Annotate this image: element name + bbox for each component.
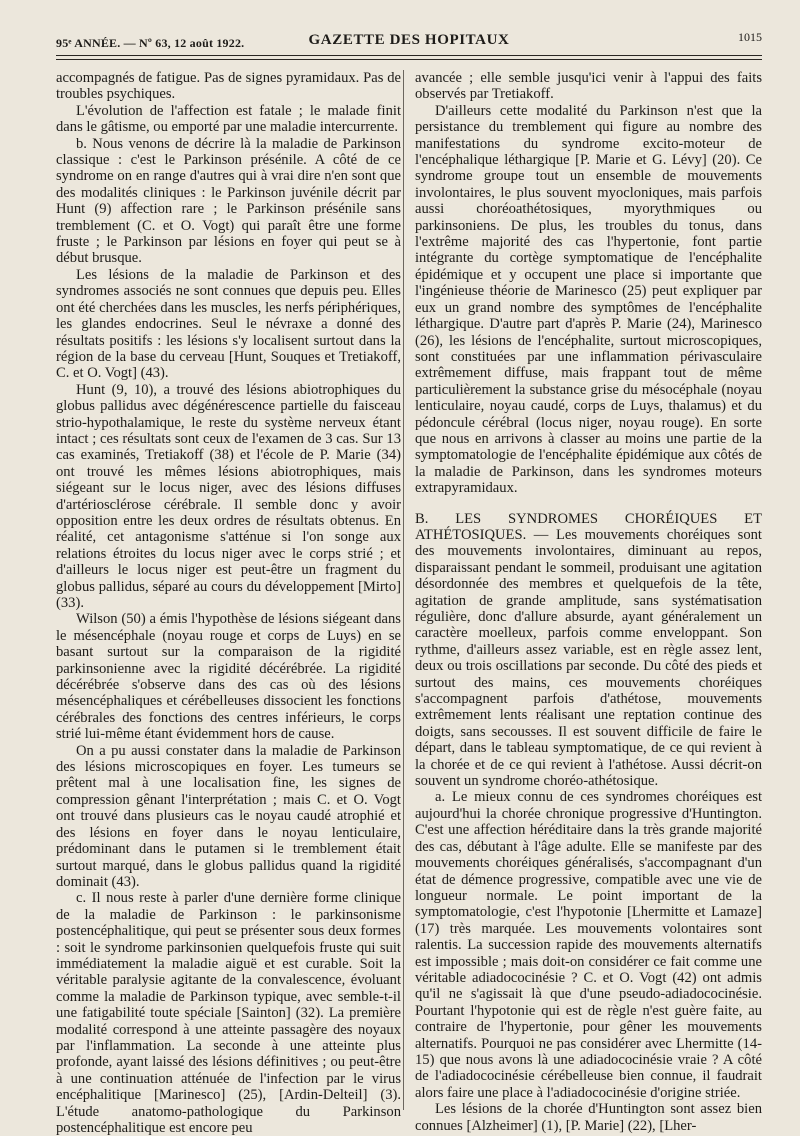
left-column bbox=[56, 70, 401, 1136]
paragraph: On a pu aussi constater dans la maladie de Parkinson des lésions microscopiques en foyer. Les tumeurs se prêtent mal à une localisation fine, les signes de compression gênant l'interprétation ; mais C. et O. Vogt ont trouvé dans plusieurs cas le noyau caudé atrophié et des lésions en foyer dans le noyau lenticulaire, prédominant dans le putamen si le tremblement était surtout marqué, dans le globus pallidus quand la rigidité dominait (43). bbox=[56, 742, 401, 890]
column-divider bbox=[403, 70, 404, 1110]
header-rule-top bbox=[56, 55, 762, 56]
paragraph: Les lésions de la chorée d'Huntington sont assez bien connues [Alzheimer] (1), [P. Marie] (22), [Lher- bbox=[415, 1101, 762, 1134]
paragraph: L'évolution de l'affection est fatale ; le malade finit dans le gâtisme, ou emporté par une maladie intercurrente. bbox=[56, 102, 401, 136]
page-number: 1015 bbox=[738, 30, 762, 44]
header-rule-bottom bbox=[56, 59, 762, 60]
section-paragraph: B. LES SYNDROMES CHORÉIQUES ET ATHÉTOSIQUES. — Les mouvements choréiques sont des mouvements involontaires, diminuant au repos, disparaissant pendant le sommeil, produisant une agitation désordonnée des membres et quelquefois de la tête, agitation de grande amplitude, sans systématisation régulière, donc d'allure absurde, ayant généralement un caractère moelleux, parfois comme enveloppant. Son rythme, d'ailleurs assez variable, est en règle assez lent, deux ou trois oscillations par seconde. Du côté des pieds et surtout des mains, ces mouvements choréiques s'accompagnent parfois d'athétose, mouvements extrêmement lents réalisant une reptation continue des doigts, sans secousses. Il est souvent difficile de faire le départ, dans le tableau symptomatique, de ce qui revient à la chorée et de ce qui revient à l'athétose. Aussi décrit-on souvent un syndrome choréo-athétosique. bbox=[415, 510, 762, 790]
paragraph: Les lésions de la maladie de Parkinson et des syndromes associés ne sont connues que depuis peu. Elles ont été cherchées dans les muscles, les nerfs périphériques, les glandes endocrines. Seul le névraxe a donné des résultats positifs : les lésions s'y localisent surtout dans la région de la base du cerveau [Hunt, Souques et Tretiakoff, C. et O. Vogt] (43). bbox=[56, 266, 401, 382]
page-header bbox=[56, 28, 762, 54]
journal-title: GAZETTE DES HOPITAUX bbox=[308, 32, 510, 48]
paragraph: Wilson (50) a émis l'hypothèse de lésions siégeant dans le mésencéphale (noyau rouge et corps de Luys) en se basant surtout sur la comparaison de la rigidité parkinsonienne avec la rigidité décérébrée. La rigidité décérébrée s'observe dans des cas où des lésions mésencéphaliques et cérébelleuses dissocient les fonctions cérébrales des fonctions des centres inférieurs, le corps strié lui-même étant évidemment hors de cause. bbox=[56, 611, 401, 743]
issue-line: 95ᵉ ANNÉE. — Nº 63, 12 août 1922. bbox=[56, 36, 245, 50]
right-column bbox=[415, 70, 762, 1134]
paragraph: Hunt (9, 10), a trouvé des lésions abiotrophiques du globus pallidus avec dégénérescence partielle du faisceau strio-hypothalamique, le reste du système nerveux étant intact ; ces résultats sont ceux de l'examen de 3 cas. Sur 13 cas examinés, Tretiakoff (38) et l'école de P. Marie (34) ont trouvé les mêmes lésions abiotrophiques, mais siégeant sur le locus niger, avec des lésions diffuses d'artériosclérose cérébrale. Il semble donc y avoir opposition entre les deux ordres de résultats obtenus. En réalité, cet antagonisme s'atténue si l'on songe aux relations étroites du locus niger avec le corps strié ; et d'ailleurs le locus niger est peut-être un fragment du globus pallidus, séparé au cours du développement [Mirto] (33). bbox=[56, 381, 401, 611]
paragraph: b. Nous venons de décrire là la maladie de Parkinson classique : c'est le Parkinson présénile. A côté de ce syndrome on en range d'autres qui à vrai dire n'en sont que des modalités cliniques : le Parkinson juvénile décrit par Hunt (9) affection rare ; le Parkinson présénile sans tremblement (C. et O. Vogt) qui paraît être une forme fruste ; le Parkinson par lésions en foyer qui peut se à début brusque. bbox=[56, 135, 401, 267]
paragraph: a. Le mieux connu de ces syndromes choréiques est aujourd'hui la chorée chronique progressive d'Huntington. C'est une affection héréditaire dans la très grande majorité des cas, débutant à l'âge adulte. Elle se manifeste par des mouvements choréiques généralisés, s'accompagnant d'un état de démence progressive, compatible avec une vie de longueur normale. Le point important de la symptomatologie, c'est l'hypotonie [Lhermitte et Lamaze] (17) très marquée. Les mouvements volontaires sont ralentis. La succession rapide des mouvements alternatifs est impossible ; mais doit-on considérer ce fait comme une véritable adiadococinésie ? C. et O. Vogt (42) ont admis qu'il ne s'agissait là que d'une pseudo-adiadococinésie. Pourtant l'hypotonie qui est de règle n'est guère faite, au contraire de l'hypertonie, pour gêner les mouvements alternatifs. Pourquoi ne pas considérer avec Lhermitte (14-15) que nous avons là une adiadococinésie vraie ? A côté de l'adiadococinésie cérébelleuse bien connue, il faudrait alors faire une place à l'adiadococinésie d'origine striée. bbox=[415, 789, 762, 1101]
paragraph: avancée ; elle semble jusqu'ici venir à l'appui des faits observés par Tretiakoff. bbox=[415, 70, 762, 103]
paragraph: accompagnés de fatigue. Pas de signes pyramidaux. Pas de troubles psychiques. bbox=[56, 70, 401, 103]
paragraph: D'ailleurs cette modalité du Parkinson n'est que la persistance du tremblement qui figure au nombre des manifestations du syndrome excito-moteur de l'encéphalique léthargique [P. Marie et G. Lévy] (20). Ce syndrome groupe tout un ensemble de mouvements involontaires, le plus souvent myocloniques, mais parfois aussi choréoathétosiques, myorythmiques ou parkinsoniens. De plus, les troubles du tonus, dans l'extrême majorité des cas l'hypertonie, font partie intégrante du cortège symptomatique de l'encéphalite épidémique et y occupent une place si importante que l'ingénieuse théorie de Marinesco (25) peut expliquer par eux un grand nombre des symptômes de l'encéphalite léthargique. D'autre part d'après P. Marie (24), Marinesco (26), les lésions de l'encéphalite, surtout microscopiques, sont constituées par une inflammation périvasculaire extrêmement diffuse, mais frappant tout de même particulièrement la substance grise du mésocéphale (noyau lenticulaire, noyau caudé, corps de Luys, thalamus) et du pédoncule cérébral (locus niger, noyau rouge). En sorte que nous en arrivons à classer au moins une partie de la symptomatologie de l'encéphalite épidémique aux côtés de la maladie de Parkinson, dans les syndromes moteurs extrapyramidaux. bbox=[415, 102, 762, 497]
paragraph: c. Il nous reste à parler d'une dernière forme clinique de la maladie de Parkinson : le parkinsonisme postencéphalitique, qui peut se présenter sous deux formes : soit le syndrome parkinsonien quelquefois fruste qui suit immédiatement la maladie aiguë et est curable. Soit la véritable paralysie agitante de la convalescence, évoluant comme la maladie de Parkinson typique, avec semble-t-il une fatigabilité toute spéciale [Sainton] (32). La première modalité correspond à une atteinte passagère des noyaux par l'inflammation. La seconde à une atteinte plus profonde, ayant laissé des lésions définitives ; ou peut-être à une continuation atténuée de l'infection par le virus encéphalitique [Marinesco] (25), [Ardin-Delteil] (3). L'étude anatomo-pathologique du Parkinson postencéphalitique est encore peu bbox=[56, 890, 401, 1136]
